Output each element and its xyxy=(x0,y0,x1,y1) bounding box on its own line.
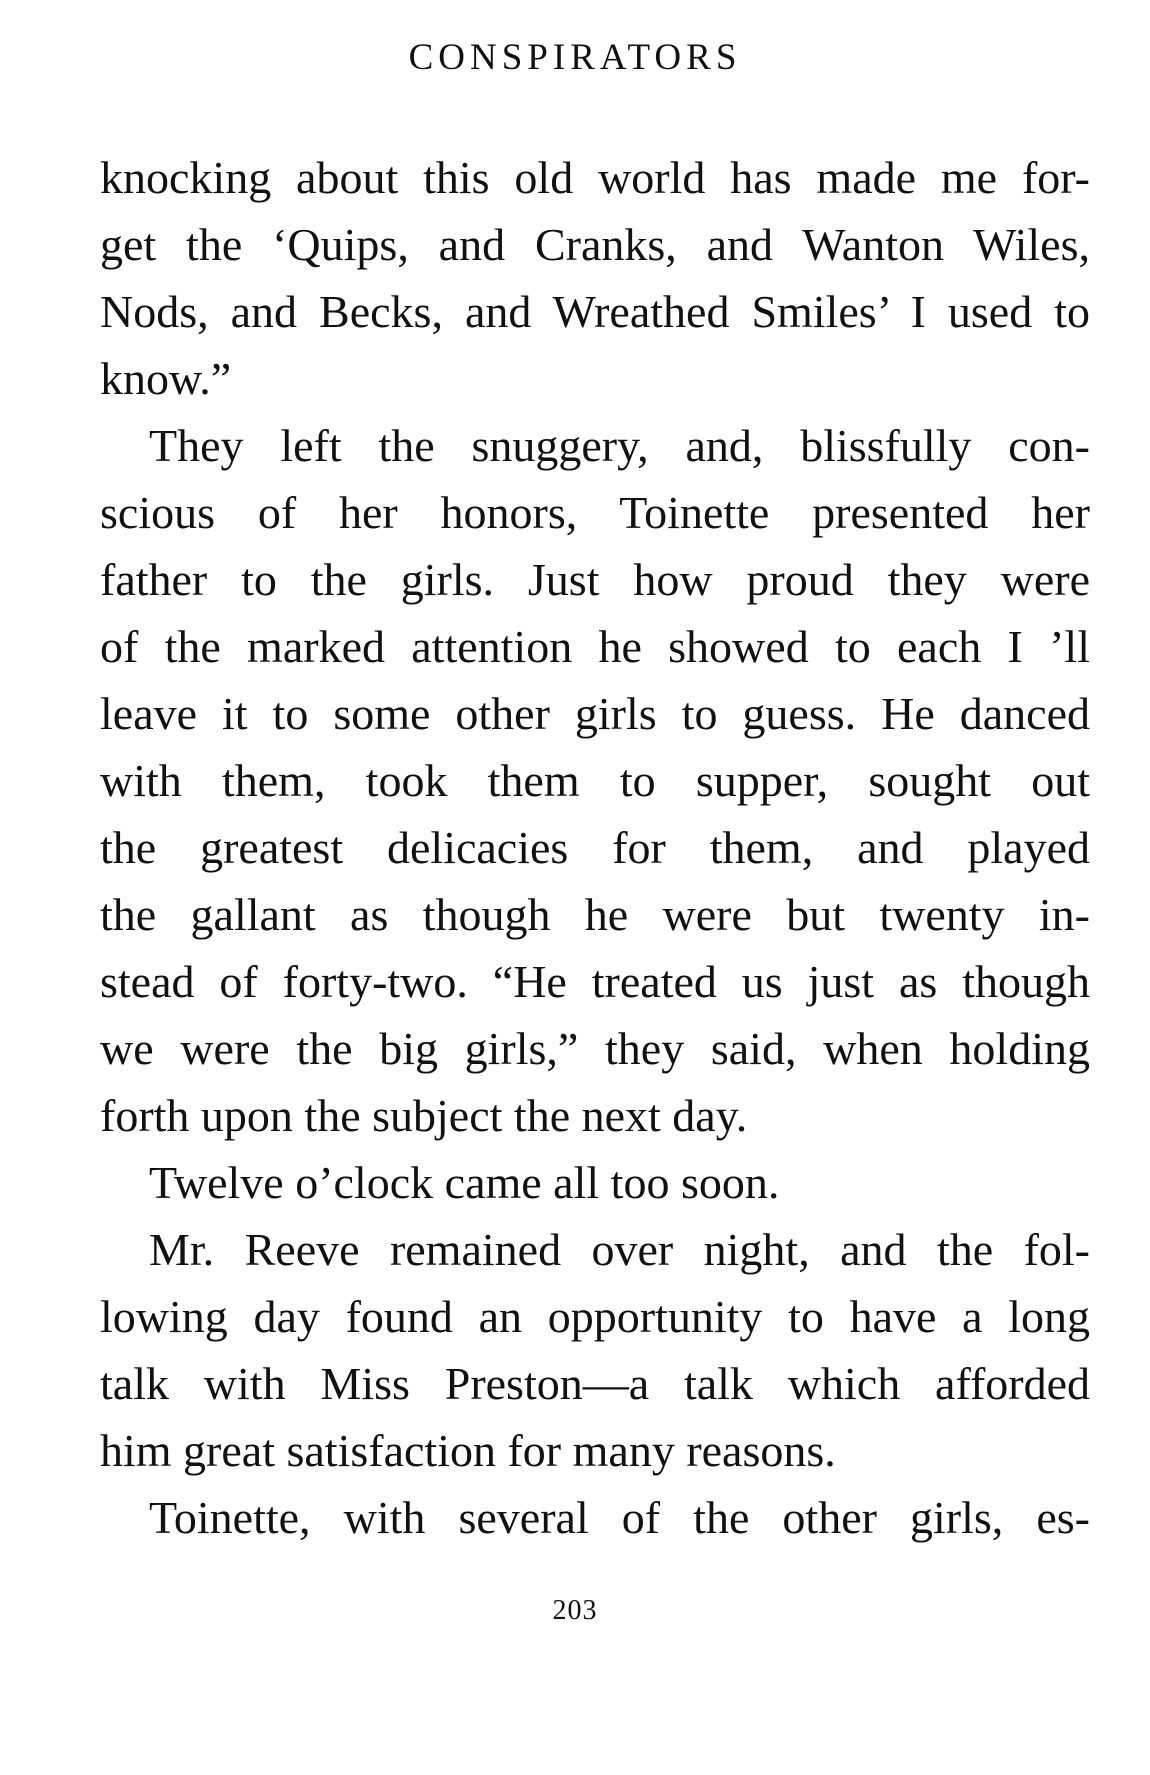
text-line: with them, took them to supper, sought out xyxy=(100,755,1090,806)
text-line: leave it to some other girls to guess. He danced xyxy=(100,688,1090,739)
text-line: we were the big girls,” they said, when holding xyxy=(100,1023,1090,1074)
text-line: the gallant as though he were but twenty in- xyxy=(100,889,1090,940)
text-line: Twelve o’clock came all too soon. xyxy=(149,1157,780,1208)
text-line: Nods, and Becks, and Wreathed Smiles’ I used to xyxy=(100,286,1090,337)
text-line: get the ‘Quips, and Cranks, and Wanton Wiles, xyxy=(100,219,1090,270)
text-line: knocking about this old world has made me for- xyxy=(100,152,1090,203)
text-line: the greatest delicacies for them, and played xyxy=(100,822,1090,873)
text-line: father to the girls. Just how proud they were xyxy=(100,554,1090,605)
text-line: know.” xyxy=(100,353,232,404)
text-line: They left the snuggery, and, blissfully con- xyxy=(149,420,1090,471)
text-line: lowing day found an opportunity to have a long xyxy=(100,1291,1090,1342)
text-line: talk with Miss Preston—a talk which afforded xyxy=(100,1358,1090,1409)
text-line: forth upon the subject the next day. xyxy=(100,1090,748,1141)
body-text xyxy=(100,144,1090,1551)
page-number: 203 xyxy=(552,1595,598,1626)
running-head: CONSPIRATORS xyxy=(408,37,742,78)
text-line: stead of forty-two. “He treated us just as though xyxy=(100,956,1090,1007)
text-line: scious of her honors, Toinette presented her xyxy=(100,487,1090,538)
text-line: of the marked attention he showed to each I ’ll xyxy=(100,621,1090,672)
text-line: him great satisfaction for many reasons. xyxy=(100,1425,836,1476)
text-line: Mr. Reeve remained over night, and the fol- xyxy=(149,1224,1090,1275)
text-line: Toinette, with several of the other girls, es- xyxy=(149,1492,1090,1543)
